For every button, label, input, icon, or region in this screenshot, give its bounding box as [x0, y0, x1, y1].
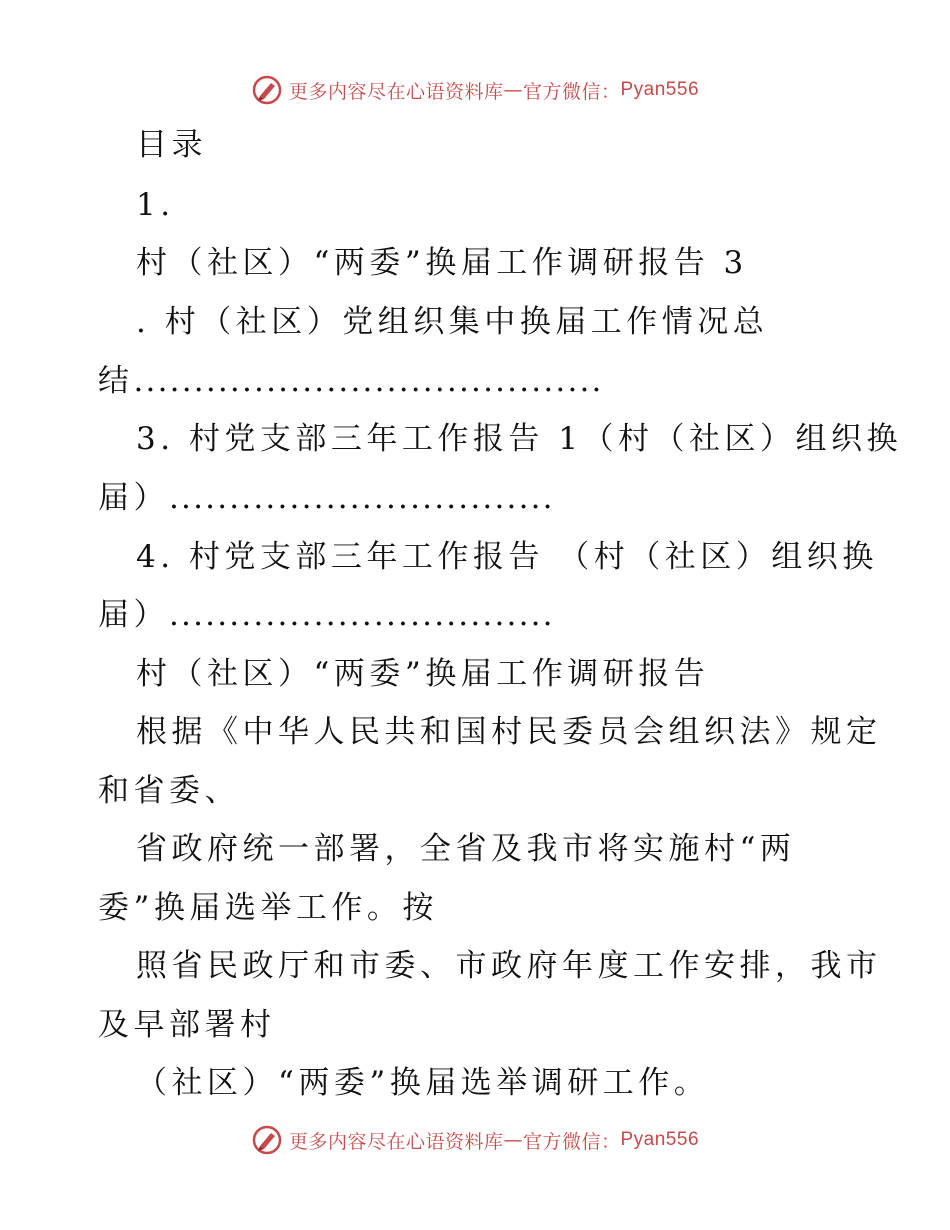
- paragraph-line: （社区）“两委”换届选举调研工作。: [136, 1065, 710, 1101]
- watermark-brand-text: 更多内容尽在心语资料库: [288, 80, 504, 103]
- paragraph-line: 照省民政厅和市委、市政府年度工作安排，我市: [136, 948, 882, 984]
- toc-item-text: 届）: [98, 480, 169, 516]
- paragraph-line: 和省委、: [98, 773, 240, 809]
- watermark-dash: —: [503, 1129, 523, 1151]
- header-watermark: [0, 70, 950, 110]
- toc-leader-dots: ................................: [169, 597, 555, 633]
- paragraph-line: 省政府统一部署，全省及我市将实施村“两: [136, 831, 796, 867]
- watermark-official-text: 官方微信：: [522, 80, 621, 103]
- toc-heading: 目录: [136, 127, 207, 163]
- watermark-dash: —: [503, 79, 523, 101]
- paragraph-line: 委”换届选举工作。按: [98, 890, 438, 926]
- toc-leader-dots: ................................: [169, 480, 555, 516]
- toc-item-continuation: [98, 361, 604, 401]
- paragraph-line: 根据《中华人民共和国村民委员会组织法》规定: [136, 714, 882, 750]
- pen-seal-icon: [251, 74, 283, 106]
- watermark-official-text: 官方微信：: [522, 1130, 621, 1153]
- toc-item: 4. 村党支部三年工作报告 （村（社区）组织换: [136, 539, 878, 575]
- toc-item: . 村（社区）党组织集中换届工作情况总: [136, 304, 769, 340]
- toc-item-text: 届）: [98, 597, 169, 633]
- watermark-wechat-id: Pyan556: [620, 1129, 700, 1150]
- watermark-brand-text: 更多内容尽在心语资料库: [288, 1130, 504, 1153]
- toc-item-continuation: [98, 478, 555, 518]
- watermark-wechat-id: Pyan556: [620, 79, 700, 100]
- toc-item: 3. 村党支部三年工作报告 1（村（社区）组织换: [136, 421, 903, 457]
- footer-watermark: [0, 1120, 950, 1160]
- toc-leader-dots: .......................................: [133, 363, 604, 399]
- toc-item-continuation: [98, 595, 555, 635]
- paragraph-line: 及早部署村: [98, 1007, 276, 1043]
- toc-item: 村（社区）“两委”换届工作调研报告 3: [136, 245, 748, 281]
- section-title: 村（社区）“两委”换届工作调研报告: [136, 656, 710, 692]
- toc-item-text: 结: [98, 363, 134, 399]
- pen-seal-icon: [251, 1124, 283, 1156]
- toc-item-number: 1.: [136, 187, 175, 223]
